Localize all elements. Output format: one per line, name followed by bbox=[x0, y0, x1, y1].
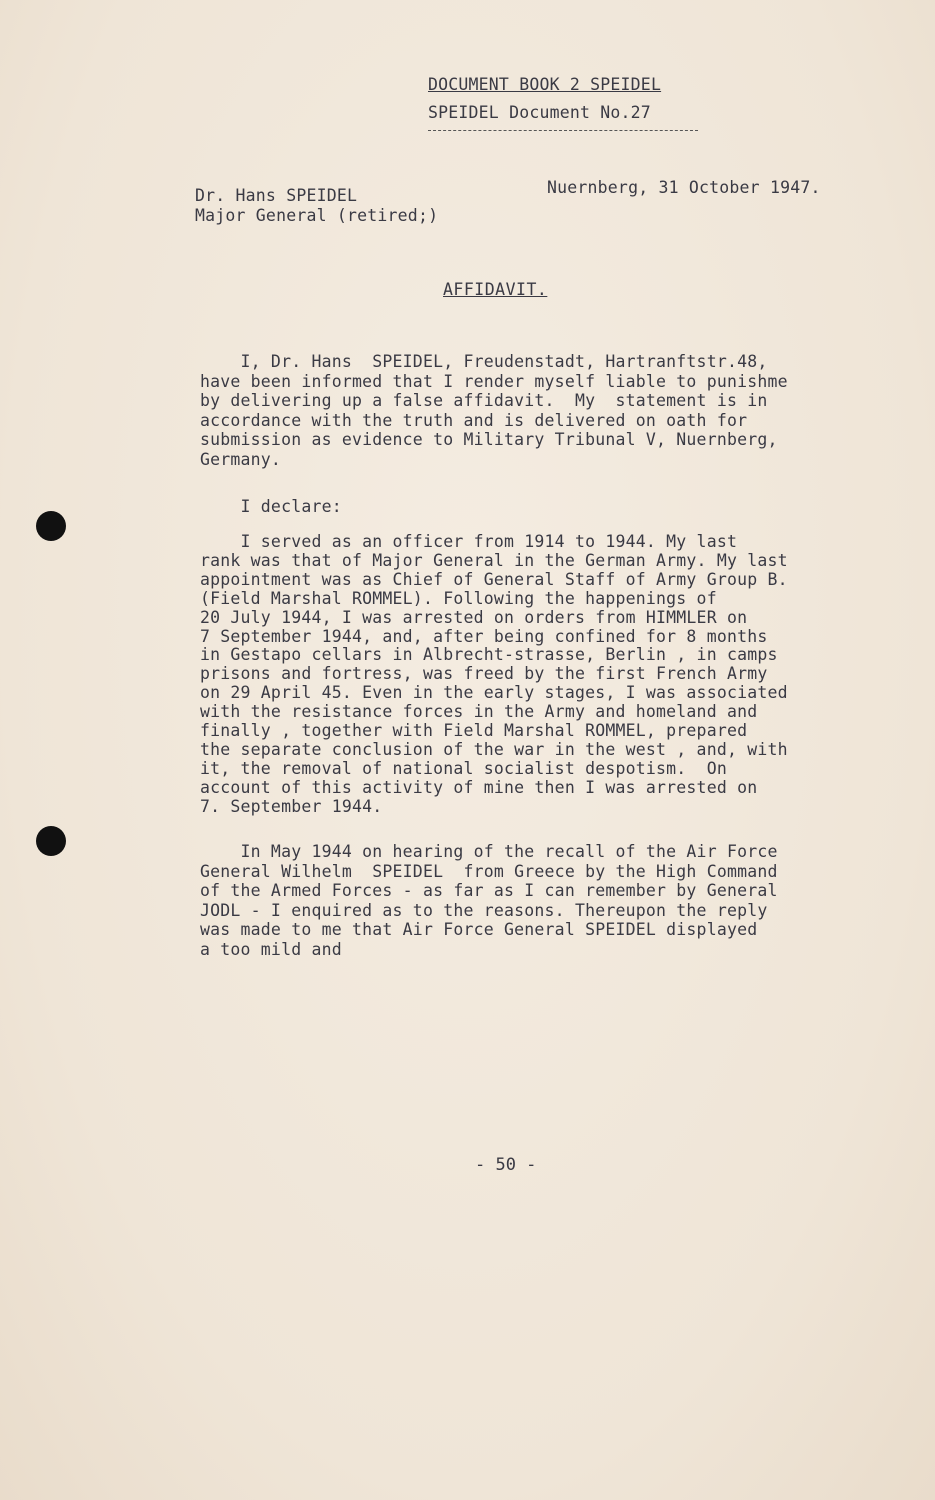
text-line: of the Armed Forces - as far as I can remember by General bbox=[200, 881, 778, 900]
text-line: in Gestapo cellars in Albrecht-strasse, Berlin , in camps bbox=[200, 645, 778, 665]
text-line: accordance with the truth and is delivered on oath for bbox=[200, 410, 748, 430]
document-number: SPEIDEL Document No.27 bbox=[428, 103, 651, 122]
header-rule bbox=[428, 130, 698, 131]
text-line: a too mild and bbox=[200, 939, 342, 959]
text-line: submission as evidence to Military Tribunal V, Nuernberg, bbox=[200, 430, 778, 450]
text-line: on 29 April 45. Even in the early stages, I was associated bbox=[200, 683, 788, 703]
text-line: rank was that of Major General in the German Army. My last bbox=[200, 550, 788, 570]
declare-line: I declare: bbox=[200, 497, 342, 516]
text-line: was made to me that Air Force General SPEIDEL displayed bbox=[200, 920, 758, 939]
text-line: General Wilhelm SPEIDEL from Greece by the High Command bbox=[200, 861, 778, 881]
text-line: prisons and fortress, was freed by the first French Army bbox=[200, 664, 768, 684]
author-rank: Major General (retired;) bbox=[195, 206, 439, 225]
text-line: appointment was as Chief of General Staff of Army Group B. bbox=[200, 569, 788, 589]
document-book-header: DOCUMENT BOOK 2 SPEIDEL bbox=[428, 75, 662, 94]
affidavit-title: AFFIDAVIT. bbox=[443, 280, 548, 299]
text-line: JODL - I enquired as to the reasons. Thereupon the reply bbox=[200, 900, 768, 920]
text-line: I served as an officer from 1914 to 1944. My last bbox=[200, 532, 738, 551]
text-line: 20 July 1944, I was arrested on orders from HIMMLER on bbox=[200, 607, 748, 627]
text-line: account of this activity of mine then I was arrested on bbox=[200, 777, 758, 797]
text-line: the separate conclusion of the war in the west , and, with bbox=[200, 739, 788, 759]
text-line: it, the removal of national socialist despotism. On bbox=[200, 758, 727, 778]
text-line: 7 September 1944, and, after being confined for 8 months bbox=[200, 626, 768, 646]
punch-hole bbox=[36, 511, 66, 541]
text-line: In May 1944 on hearing of the recall of the Air Force bbox=[200, 842, 778, 861]
punch-hole bbox=[36, 826, 66, 856]
text-line: with the resistance forces in the Army and homeland and bbox=[200, 702, 758, 722]
text-line: Germany. bbox=[200, 450, 282, 469]
page-number: - 50 - bbox=[475, 1155, 537, 1175]
text-line: finally , together with Field Marshal ROMMEL, prepared bbox=[200, 721, 748, 740]
text-line: (Field Marshal ROMMEL). Following the happenings of bbox=[200, 588, 717, 608]
place-date: Nuernberg, 31 October 1947. bbox=[547, 178, 821, 197]
author-name: Dr. Hans SPEIDEL bbox=[195, 186, 358, 205]
text-line: I, Dr. Hans SPEIDEL, Freudenstadt, Hartranftstr.48, bbox=[200, 352, 768, 371]
text-line: by delivering up a false affidavit. My statement is in bbox=[200, 391, 768, 411]
text-line: have been informed that I render myself liable to punishme bbox=[200, 371, 788, 391]
text-line: 7. September 1944. bbox=[200, 796, 383, 816]
